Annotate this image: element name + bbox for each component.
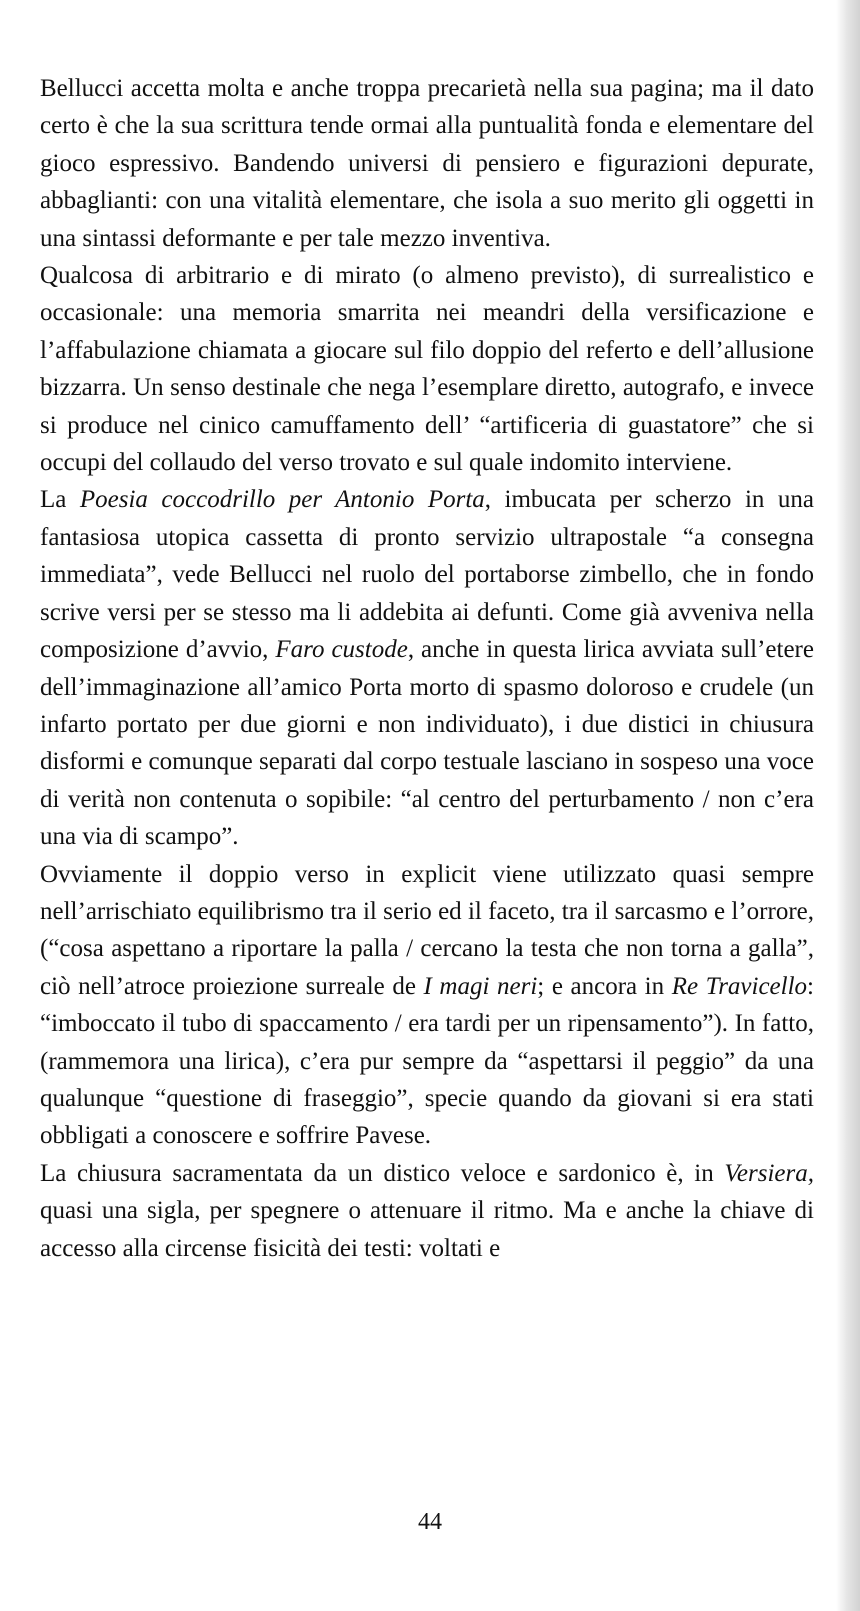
page-edge-shadow (836, 0, 860, 1611)
text-segment: Bellucci accetta molta e anche troppa precarietà nella sua pagina; ma il dato certo è che la sua scrittura tende ormai alla puntualità fonda e elementare del gioco espressivo. Bandendo universi di pensiero e figurazioni depurate, abbaglianti: con una vitalità elementare, che isola a suo merito gli oggetti in una sintassi deformante e per tale mezzo inventiva. (40, 75, 814, 252)
page-number: 44 (418, 1509, 442, 1535)
body-text (40, 70, 814, 1267)
paragraph-1 (40, 70, 814, 257)
paragraph-2 (40, 257, 814, 481)
italic-title-segment: Faro custode (275, 636, 408, 664)
paragraph-3 (40, 481, 814, 855)
text-segment: quasi una sigla, per spegnere o attenuare il ritmo. Ma e anche la chiave di accesso alla circense fisicità dei testi: voltati e (40, 1197, 814, 1262)
text-segment: , imbucata per scherzo in una fantasiosa utopica cassetta di pronto servizio ultrapostale “a consegna immediata”, vede Bellucci nel ruolo del portaborse zimbello, che in fondo scrive versi per se stesso ma li addebita ai defunti. Come già avveniva nella composizione d’avvio, (40, 486, 814, 664)
text-segment: La (40, 486, 80, 514)
italic-title-segment: I magi neri (423, 972, 538, 1000)
italic-title-segment: Re Travicello (671, 972, 808, 1000)
paragraph-4 (40, 856, 814, 1155)
italic-title-segment: Versiera, (724, 1159, 814, 1187)
paragraph-5 (40, 1155, 814, 1267)
text-segment: ; e ancora in (537, 972, 672, 1000)
text-segment: : “imboccato il tubo di spaccamento / era tardi per un ripensamento”). In fatto, (rammemora una lirica), c’era pur sempre da “aspettarsi il peggio” da una qualunque “questione di fraseggio”, specie quando da giovani si era stati obbligati a conoscere e soffrire Pavese. (40, 972, 814, 1150)
italic-title-segment: Poesia coccodrillo per Antonio Porta (79, 486, 485, 514)
text-segment: Ovviamente il doppio verso in explicit viene utilizzato quasi sempre nell’arrischiato equilibrismo tra il serio ed il faceto, tra il sarcasmo e l’orrore, (“cosa aspettano a riportare la palla / cercano la testa che non torna a galla”, ciò nell’atroce proiezione surreale de (40, 860, 814, 1000)
text-segment: Qualcosa di arbitrario e di mirato (o almeno previsto), di surrealistico e occasionale: una memoria smarrita nei meandri della versificazione e l’affabulazione chiamata a giocare sul filo doppio del referto e dell’allusione bizzarra. Un senso destinale che nega l’esemplare diretto, autografo, e invece si produce nel cinico camuffamento dell’ “artificeria di guastatore” che si occupi del collaudo del verso trovato e sul quale indomito interviene. (40, 262, 814, 477)
text-segment: , anche in questa lirica avviata sull’etere dell’immaginazione all’amico Porta morto di spasmo doloroso e crudele (un infarto portato per due giorni e non individuato), i due distici in chiusura disformi e comunque separati dal corpo testuale lasciano in sospeso una voce di verità non contenuta o sopibile: “al centro del perturbamento / non c’era una via di scampo”. (40, 636, 814, 851)
text-segment: La chiusura sacramentata da un distico veloce e sardonico è, in (40, 1159, 725, 1187)
